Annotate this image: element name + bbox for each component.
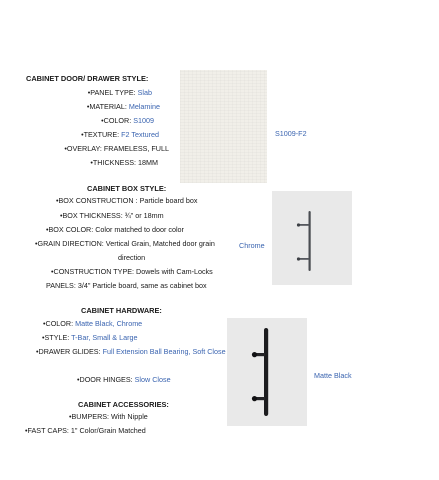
box-thickness-line: •BOX THICKNESS: ¾" or 18mm (60, 211, 164, 220)
grain-direction-line: •GRAIN DIRECTION: Vertical Grain, Matched door grain (35, 239, 215, 248)
construction-type-line: •CONSTRUCTION TYPE: Dowels with Cam-Locks (51, 267, 213, 276)
chrome-handle-image (272, 191, 352, 285)
drawer-glides-line: •DRAWER GLIDES: Full Extension Ball Bearing, Soft Close (36, 347, 226, 356)
material-line: •MATERIAL: Melamine (86, 102, 160, 111)
fast-caps-line: •FAST CAPS: 1" Color/Grain Matched (25, 426, 146, 435)
texture-line: •TEXTURE: F2 Textured (81, 130, 159, 139)
color-line: •COLOR: S1009 (101, 116, 154, 125)
box-construction-line: •BOX CONSTRUCTION : Particle board box (56, 196, 198, 205)
swatch-caption: S1009-F2 (275, 129, 307, 138)
box-style-heading: CABINET BOX STYLE: (87, 184, 167, 193)
s1009-f2-swatch-image (180, 70, 267, 183)
thickness-line: •THICKNESS: 18MM (90, 158, 158, 167)
hardware-style-line: •STYLE: T-Bar, Small & Large (42, 333, 138, 342)
box-color-line: •BOX COLOR: Color matched to door color (46, 225, 184, 234)
matte-black-handle-image (227, 318, 307, 426)
matte-black-t-bar-handle-icon (227, 318, 307, 426)
chrome-t-bar-handle-icon (272, 191, 352, 285)
matte-black-caption: Matte Black (314, 371, 352, 380)
panel-type-line: •PANEL TYPE: Slab (87, 88, 152, 97)
overlay-line: •OVERLAY: FRAMELESS, FULL (64, 144, 169, 153)
grain-direction-continued: direction (118, 253, 146, 262)
accessories-heading: CABINET ACCESSORIES: (78, 400, 169, 409)
chrome-caption: Chrome (239, 241, 265, 250)
door-hinges-line: •DOOR HINGES: Slow Close (77, 375, 171, 384)
bumpers-line: •BUMPERS: With Nipple (69, 412, 148, 421)
hardware-color-line: •COLOR: Matte Black, Chrome (43, 319, 143, 328)
panels-line: PANELS: 3/4" Particle board, same as cabinet box (46, 281, 207, 290)
door-style-heading: CABINET DOOR/ DRAWER STYLE: (26, 74, 149, 83)
hardware-heading: CABINET HARDWARE: (81, 306, 162, 315)
